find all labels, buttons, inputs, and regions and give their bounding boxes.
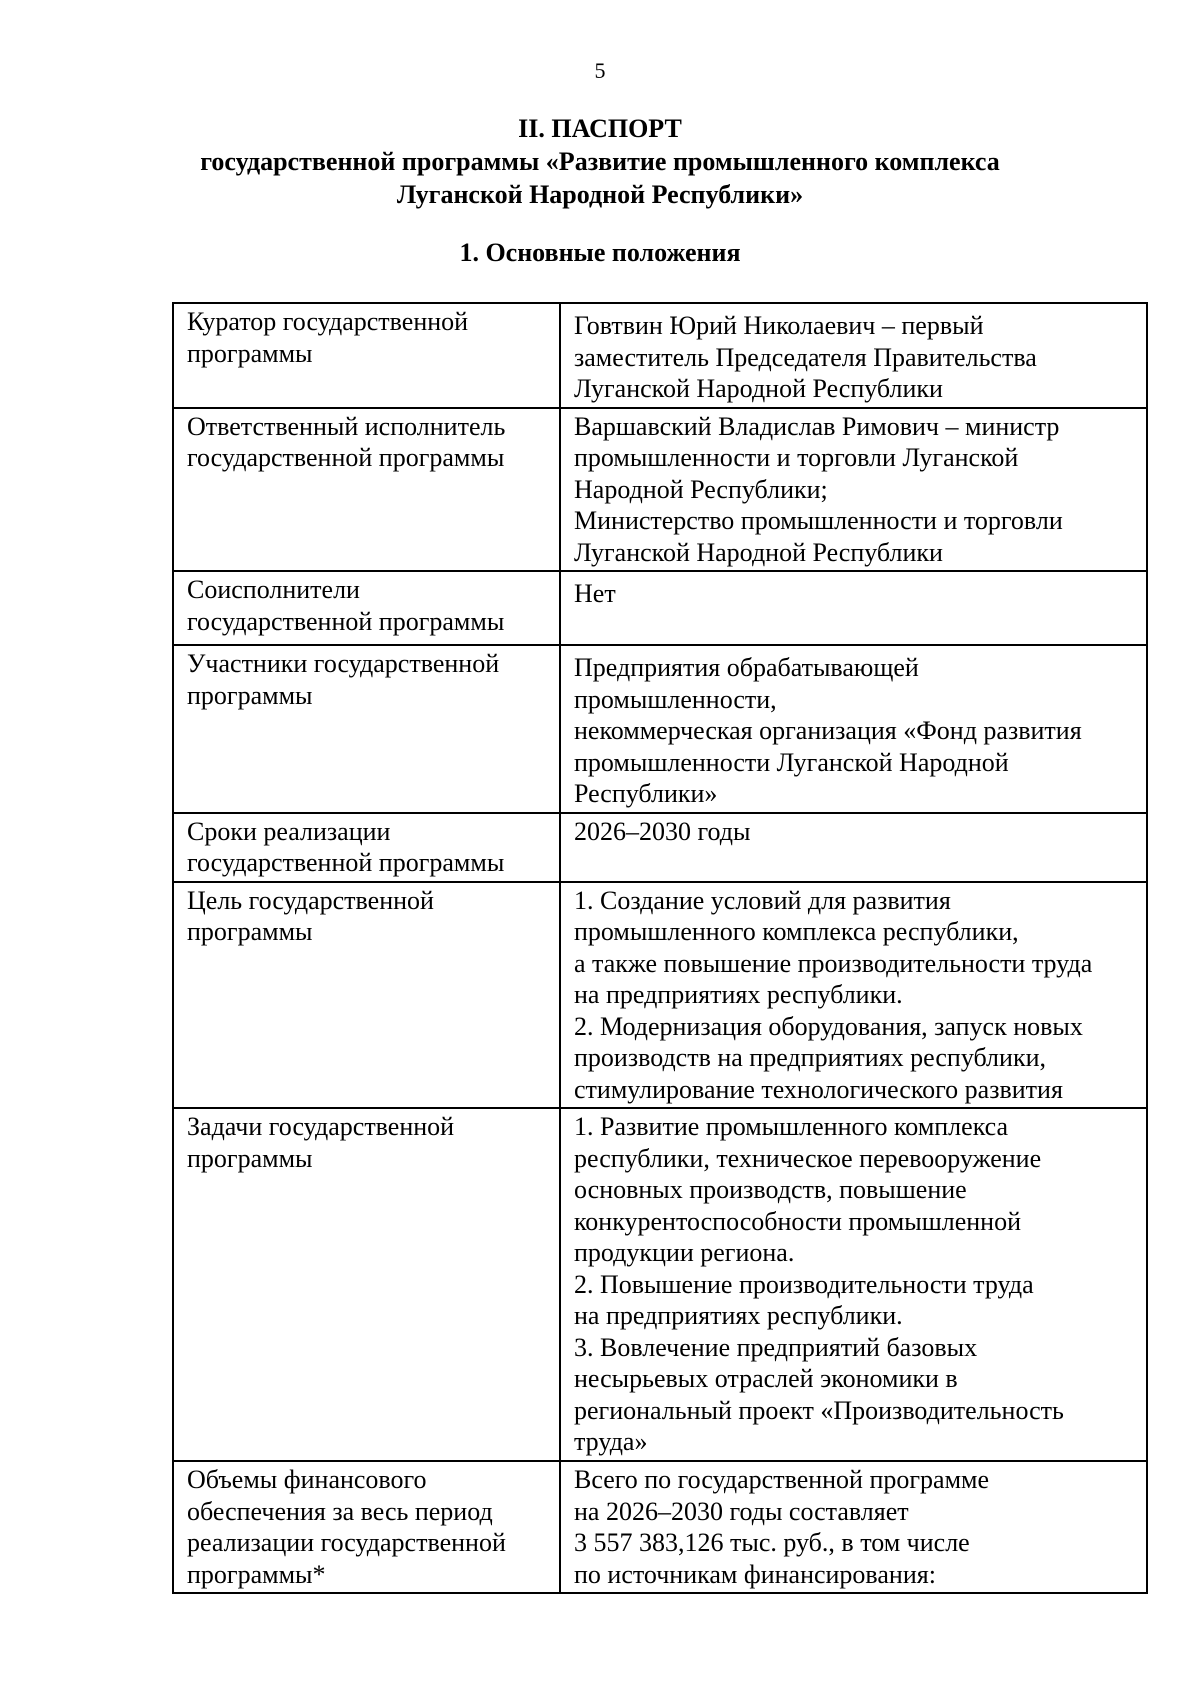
label-line: Участники государственной — [187, 649, 500, 678]
value-line: некоммерческая организация «Фонд развития — [574, 716, 1082, 745]
value-line: Республики» — [574, 779, 718, 808]
value-line: несырьевых отраслей экономики в — [574, 1364, 958, 1393]
row-value — [560, 571, 1147, 645]
value-line: Луганской Народной Республики — [574, 374, 943, 403]
passport-table — [172, 302, 1148, 1594]
value-line: 1. Создание условий для развития — [574, 885, 951, 915]
row-label — [173, 813, 560, 882]
table-row — [173, 571, 1147, 645]
table-row — [173, 408, 1147, 572]
page-number: 5 — [594, 58, 606, 83]
value-line: промышленности, — [574, 684, 777, 714]
table-row — [173, 1108, 1147, 1461]
label-line: Объемы финансового — [187, 1465, 427, 1494]
value-line: 3 557 383,126 тыс. руб., в том числе — [574, 1528, 970, 1557]
row-value — [560, 813, 1147, 882]
row-value — [560, 645, 1147, 813]
table-row — [173, 645, 1147, 813]
row-label — [173, 1461, 560, 1593]
value-line: 1. Развитие промышленного комплекса — [574, 1112, 1009, 1141]
label-line: Цель государственной — [187, 885, 434, 915]
label-line: государственной программы — [187, 443, 505, 472]
value-line: а также повышение производительности труда — [574, 948, 1093, 978]
label-line: Задачи государственной — [187, 1112, 455, 1141]
label-line: государственной программы — [187, 606, 505, 636]
row-label — [173, 645, 560, 813]
value-line: производств на предприятиях республики, — [574, 1043, 1046, 1072]
label-line: программы — [187, 1143, 313, 1173]
label-line: программы* — [187, 1559, 326, 1589]
row-label — [173, 571, 560, 645]
value-line: Луганской Народной Республики — [574, 537, 943, 567]
label-line: Ответственный исполнитель — [187, 411, 506, 441]
label-line: Куратор государственной — [187, 307, 469, 336]
row-label — [173, 408, 560, 572]
row-value — [560, 882, 1147, 1109]
table-row — [173, 813, 1147, 882]
row-value — [560, 303, 1147, 408]
value-line: по источникам финансирования: — [574, 1559, 936, 1589]
value-line: Варшавский Владислав Римович – министр — [574, 411, 1060, 441]
label-line: программы — [187, 917, 313, 946]
value-line: на 2026–2030 годы составляет — [574, 1496, 909, 1526]
value-line: 2. Повышение производительности труда — [574, 1269, 1034, 1299]
label-line: программы — [187, 338, 313, 368]
value-line: труда» — [574, 1427, 648, 1456]
heading-republic-line: Луганской Народной Республики» — [396, 180, 804, 209]
value-line: Нет — [574, 579, 616, 608]
label-line: реализации государственной — [187, 1528, 506, 1557]
value-line: республики, техническое перевооружение — [574, 1143, 1042, 1173]
value-line: Народной Республики; — [574, 474, 828, 504]
value-line: промышленного комплекса республики, — [574, 917, 1019, 946]
value-line: Всего по государственной программе — [574, 1465, 990, 1494]
value-line: основных производств, повышение — [574, 1175, 967, 1204]
value-line: Предприятия обрабатывающей — [574, 653, 919, 682]
label-line: Сроки реализации — [187, 816, 391, 846]
value-line: Говтвин Юрий Николаевич – первый — [574, 311, 984, 340]
value-line: стимулирование технологического развития — [574, 1074, 1063, 1104]
table-row — [173, 303, 1147, 408]
value-line: 3. Вовлечение предприятий базовых — [574, 1332, 978, 1362]
label-line: обеспечения за весь период — [187, 1496, 493, 1526]
value-line: промышленности и торговли Луганской — [574, 443, 1019, 472]
label-line: Соисполнители — [187, 575, 360, 604]
value-line: продукции региона. — [574, 1238, 795, 1267]
value-line: на предприятиях республики. — [574, 980, 903, 1009]
value-line: на предприятиях республики. — [574, 1301, 903, 1330]
label-line: государственной программы — [187, 848, 505, 877]
row-value — [560, 408, 1147, 572]
value-line: заместитель Председателя Правительства — [574, 342, 1037, 372]
heading-program-line: государственной программы «Развитие промышленного комплекса — [200, 147, 1000, 176]
row-label — [173, 1108, 560, 1461]
heading-title: II. ПАСПОРТ — [518, 114, 682, 143]
row-label — [173, 303, 560, 408]
section-title: 1. Основные положения — [459, 238, 741, 267]
label-line: программы — [187, 680, 313, 710]
value-line: Министерство промышленности и торговли — [574, 506, 1063, 535]
table-row — [173, 1461, 1147, 1593]
value-line: 2026–2030 годы — [574, 816, 751, 846]
document-heading — [0, 112, 1200, 211]
row-value — [560, 1108, 1147, 1461]
value-line: 2. Модернизация оборудования, запуск новых — [574, 1011, 1083, 1041]
row-value — [560, 1461, 1147, 1593]
value-line: промышленности Луганской Народной — [574, 747, 1009, 777]
table-row — [173, 882, 1147, 1109]
value-line: конкурентоспособности промышленной — [574, 1206, 1021, 1236]
value-line: региональный проект «Производительность — [574, 1395, 1064, 1425]
row-label — [173, 882, 560, 1109]
